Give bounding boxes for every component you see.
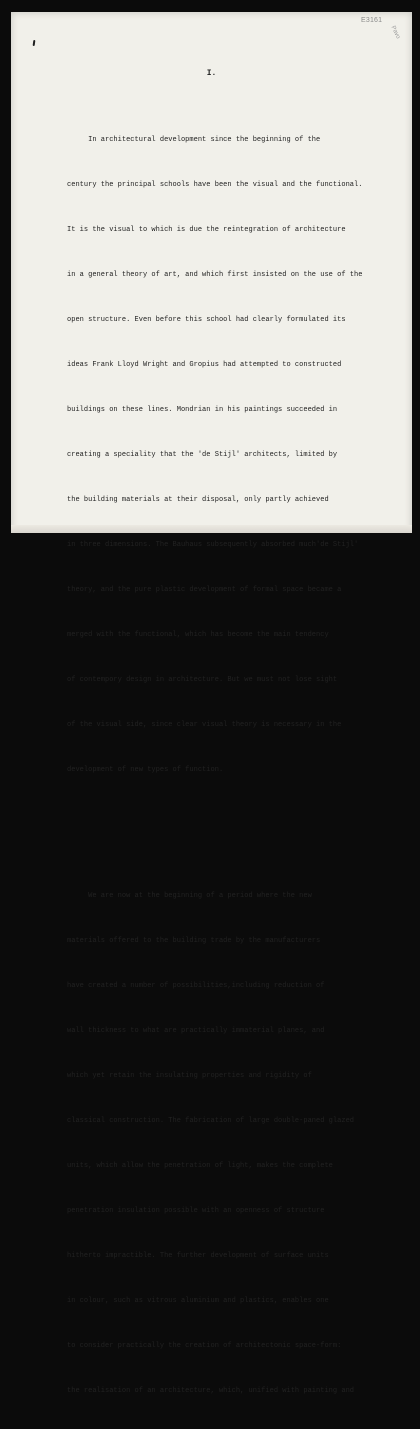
text-line: It is the visual to which is due the reintegration of architecture	[67, 226, 346, 234]
archive-reference: E3161	[361, 17, 383, 24]
text-line: units, which allow the penetration of light, makes the complete	[67, 1162, 333, 1170]
text-line: of contempory design in architecture. But we must not lose sight	[67, 676, 338, 684]
typescript-page	[11, 12, 412, 1395]
text-line: the realisation of an architecture, which, unified with painting and	[67, 1387, 355, 1395]
text-line: have created a number of possibilities,including reduction of	[67, 982, 325, 990]
text-line: to consider practically the creation of architectonic space-form:	[67, 1342, 342, 1350]
archive-reference-note: Pavo	[389, 25, 401, 40]
text-line: creating a speciality that the 'de Stijl' architects, limited by	[67, 451, 338, 459]
text-line: theory, and the pure plastic development of formal space became a	[67, 586, 342, 594]
text-line: in three dimensions. The Bauhaus subsequently absorbed much'de Stijl'	[67, 541, 359, 549]
text-line: in colour, such as vitrous aluminium and plastics, enables one	[67, 1297, 329, 1305]
text-line: hitherto impractible. The further development of surface units	[67, 1252, 329, 1260]
margin-pen-mark	[33, 40, 36, 46]
text-line: development of new types of function.	[67, 766, 224, 774]
text-line: the building materials at their disposal, only partly achieved	[67, 496, 329, 504]
text-line: which yet retain the insulating properties and rigidity of	[67, 1072, 312, 1080]
text-line: classical construction. The fabrication of large double-paned glazed	[67, 1117, 355, 1125]
section-heading: I.	[206, 69, 217, 78]
page-bottom-edge	[11, 525, 412, 533]
text-line: of the visual side, since clear visual theory is necessary in the	[67, 721, 342, 729]
text-line: penetration insulation possible with an openness of structure	[67, 1207, 325, 1215]
text-line: ideas Frank Lloyd Wright and Gropius had attempted to constructed	[67, 361, 342, 369]
text-line: open structure. Even before this school had clearly formulated its	[67, 316, 346, 324]
text-line: materials offered to the building trade by the manufacturers	[67, 937, 321, 945]
text-line: We are now at the beginning of a period where the new	[67, 892, 312, 900]
text-line: In architectural development since the beginning of the	[67, 136, 321, 144]
text-line: merged with the functional, which has become the main tendency	[67, 631, 329, 639]
body-text	[67, 88, 362, 1429]
text-line: in a general theory of art, and which first insisted on the use of the	[67, 271, 363, 279]
paragraph-gap	[67, 823, 362, 829]
text-line: buildings on these lines. Mondrian in his paintings succeeded in	[67, 406, 338, 414]
text-line: century the principal schools have been the visual and the functional.	[67, 181, 363, 189]
text-line: wall thickness to what are practically immaterial planes, and	[67, 1027, 325, 1035]
